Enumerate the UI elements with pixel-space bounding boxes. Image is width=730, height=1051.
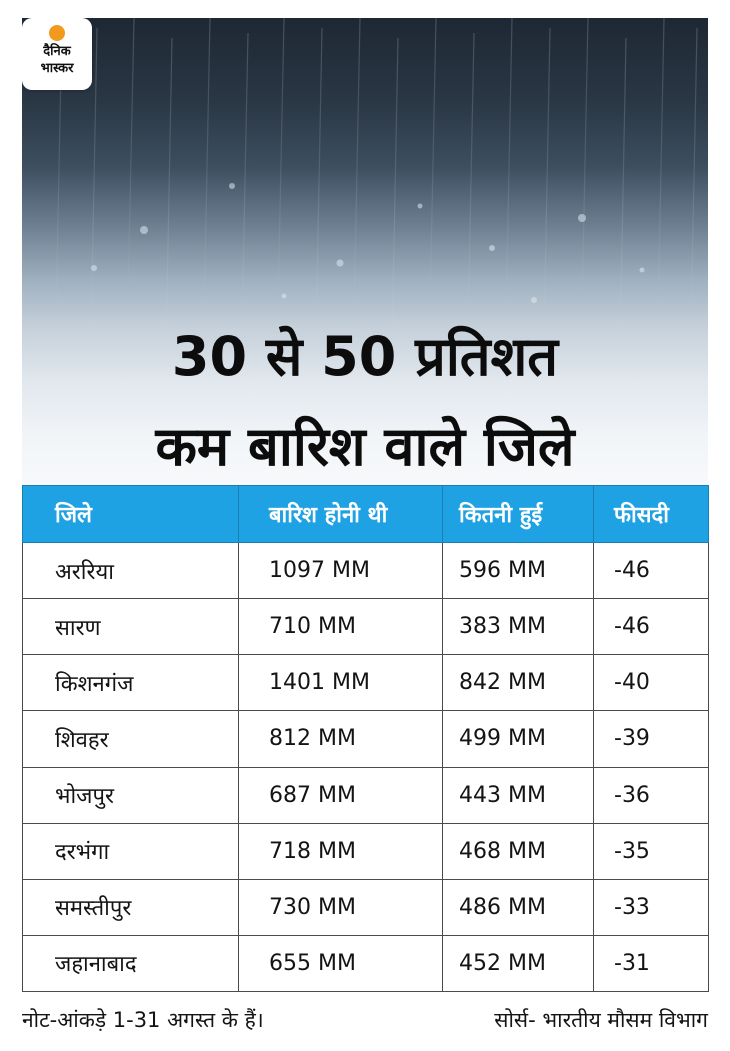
cell-percent: -40 <box>594 655 709 711</box>
cell-expected: 730 MM <box>239 879 443 935</box>
footer-note: नोट-आंकड़े 1-31 अगस्त के हैं। <box>22 1008 264 1032</box>
dainik-bhaskar-logo[interactable] <box>22 18 92 90</box>
cell-percent: -46 <box>594 599 709 655</box>
table-row <box>23 935 709 991</box>
sun-icon <box>49 25 65 41</box>
column-header-actual: कितनी हुई <box>443 486 594 543</box>
rainfall-table <box>22 485 709 992</box>
column-header-percent: फीसदी <box>594 486 709 543</box>
cell-actual: 443 MM <box>443 767 594 823</box>
cell-expected: 1097 MM <box>239 543 443 599</box>
cell-percent: -39 <box>594 711 709 767</box>
table-row <box>23 599 709 655</box>
headline-line2: कम बारिश वाले जिले <box>155 415 575 478</box>
cell-actual: 596 MM <box>443 543 594 599</box>
cell-expected: 687 MM <box>239 767 443 823</box>
cell-expected: 1401 MM <box>239 655 443 711</box>
cell-actual: 486 MM <box>443 879 594 935</box>
cell-percent: -36 <box>594 767 709 823</box>
cell-percent: -33 <box>594 879 709 935</box>
cell-expected: 812 MM <box>239 711 443 767</box>
table-row <box>23 655 709 711</box>
cell-district: सारण <box>23 599 239 655</box>
cell-district: भोजपुर <box>23 767 239 823</box>
cell-actual: 452 MM <box>443 935 594 991</box>
headline-line1: 30 से 50 प्रतिशत <box>171 325 559 388</box>
footer-source: सोर्स- भारतीय मौसम विभाग <box>494 1008 708 1032</box>
table-row <box>23 823 709 879</box>
column-header-district: जिले <box>23 486 239 543</box>
cell-expected: 718 MM <box>239 823 443 879</box>
table-row <box>23 711 709 767</box>
cell-actual: 842 MM <box>443 655 594 711</box>
table-header-row <box>23 486 709 543</box>
table-row <box>23 879 709 935</box>
cell-district: समस्तीपुर <box>23 879 239 935</box>
cell-expected: 710 MM <box>239 599 443 655</box>
cell-percent: -31 <box>594 935 709 991</box>
logo-text-line2: भास्कर <box>40 61 74 76</box>
table-row <box>23 767 709 823</box>
cell-district: जहानाबाद <box>23 935 239 991</box>
cell-actual: 383 MM <box>443 599 594 655</box>
cell-percent: -35 <box>594 823 709 879</box>
cell-district: किशनगंज <box>23 655 239 711</box>
cell-percent: -46 <box>594 543 709 599</box>
cell-district: शिवहर <box>23 711 239 767</box>
cell-district: अररिया <box>23 543 239 599</box>
cell-expected: 655 MM <box>239 935 443 991</box>
cell-actual: 468 MM <box>443 823 594 879</box>
cell-district: दरभंगा <box>23 823 239 879</box>
table-row <box>23 543 709 599</box>
logo-text-line1: दैनिक <box>43 44 71 59</box>
cell-actual: 499 MM <box>443 711 594 767</box>
column-header-expected: बारिश होनी थी <box>239 486 443 543</box>
